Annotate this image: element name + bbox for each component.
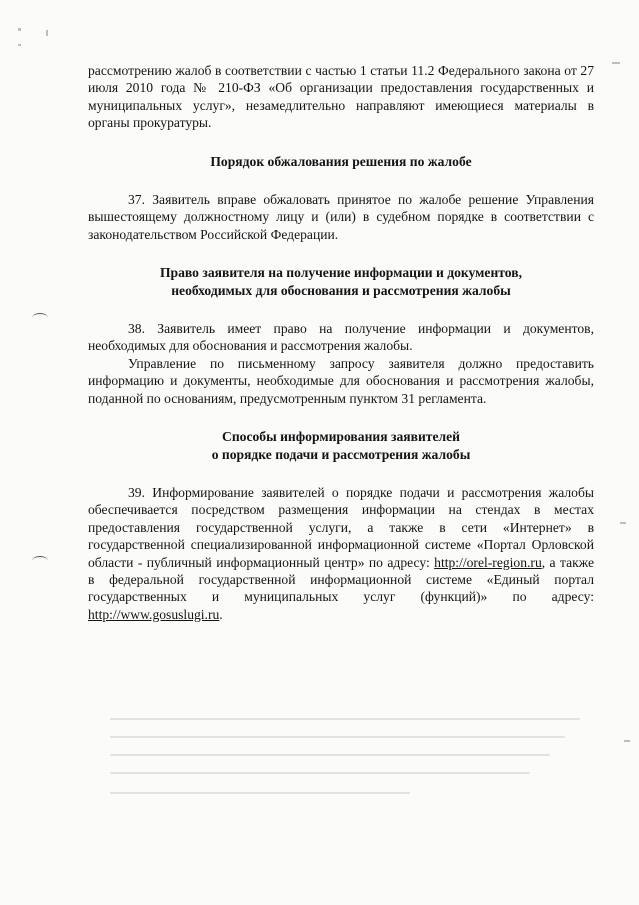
- bleed-through-line: [110, 792, 410, 794]
- heading-line-1: Право заявителя на получение информации и документов,: [159, 265, 522, 281]
- scan-speck: [624, 740, 630, 742]
- section-heading-right-to-information: [88, 264, 594, 299]
- bleed-through-line: [110, 754, 550, 756]
- gosuslugi-link[interactable]: http://www.gosuslugi.ru: [88, 606, 220, 622]
- punch-hole-mark: [32, 313, 48, 323]
- paragraph-39: [88, 484, 594, 623]
- bleed-through-line: [110, 736, 565, 738]
- heading-line-2: о порядке подачи и рассмотрения жалобы: [211, 446, 471, 462]
- paragraph-37: 37. Заявитель вправе обжаловать принятое по жалобе решение Управления вышестоящему должностному лицу и (или) в судебном порядке в соответствии с законодательством Российской Федерации.: [88, 192, 594, 242]
- heading-line-1: Способы информирования заявителей: [222, 429, 460, 445]
- scan-speck: [620, 522, 626, 524]
- bleed-through-line: [110, 772, 530, 774]
- paragraph-39-text-end: .: [219, 606, 223, 622]
- scan-speck: [46, 30, 48, 36]
- heading-text: Порядок обжалования решения по жалобе: [210, 153, 472, 169]
- bleed-through-line: [110, 718, 580, 720]
- paragraph-39-text-middle: , а также в федеральной государственной информационной системе «Единый портал государственных и муниципальных услуг (функций)» по адресу:: [88, 554, 594, 605]
- document-body: [88, 62, 594, 623]
- paragraph-39-text: 39. Информирование заявителей о порядке подачи и рассмотрения жалобы обеспечивается посредством размещения информации на стендах в местах предоставления государственной услуги, а также в сети «Интернет» в государственной специализированной информационной системе «Портал Орловской области - публичный информационный центр» по адресу:: [88, 484, 594, 570]
- section-heading-informing-methods: [88, 428, 594, 463]
- section-heading-appeal-decision: [88, 153, 594, 170]
- orel-region-link[interactable]: http://orel-region.ru: [434, 554, 542, 570]
- scan-speck: [18, 28, 21, 31]
- scan-speck: [612, 62, 620, 64]
- punch-hole-mark: [32, 556, 48, 566]
- intro-paragraph: рассмотрению жалоб в соответствии с частью 1 статьи 11.2 Федерального закона от 27 июля 2010 года № 210-ФЗ «Об организации предоставления государственных и муниципальных услуг», незамедлительно направляют имеющиеся материалы в органы прокуратуры.: [88, 63, 594, 131]
- scan-speck: [18, 44, 21, 46]
- bleed-through-text: [110, 712, 590, 812]
- paragraph-38-continued: Управление по письменному запросу заявителя должно предоставить информацию и документы, необходимые для обоснования и рассмотрения жалобы, поданной по основаниям, предусмотренным пунктом 31 регламента.: [88, 355, 594, 406]
- heading-line-2: необходимых для обоснования и рассмотрения жалобы: [171, 282, 511, 298]
- paragraph-38: 38. Заявитель имеет право на получение информации и документов, необходимых для обоснования и рассмотрения жалобы.: [88, 321, 594, 354]
